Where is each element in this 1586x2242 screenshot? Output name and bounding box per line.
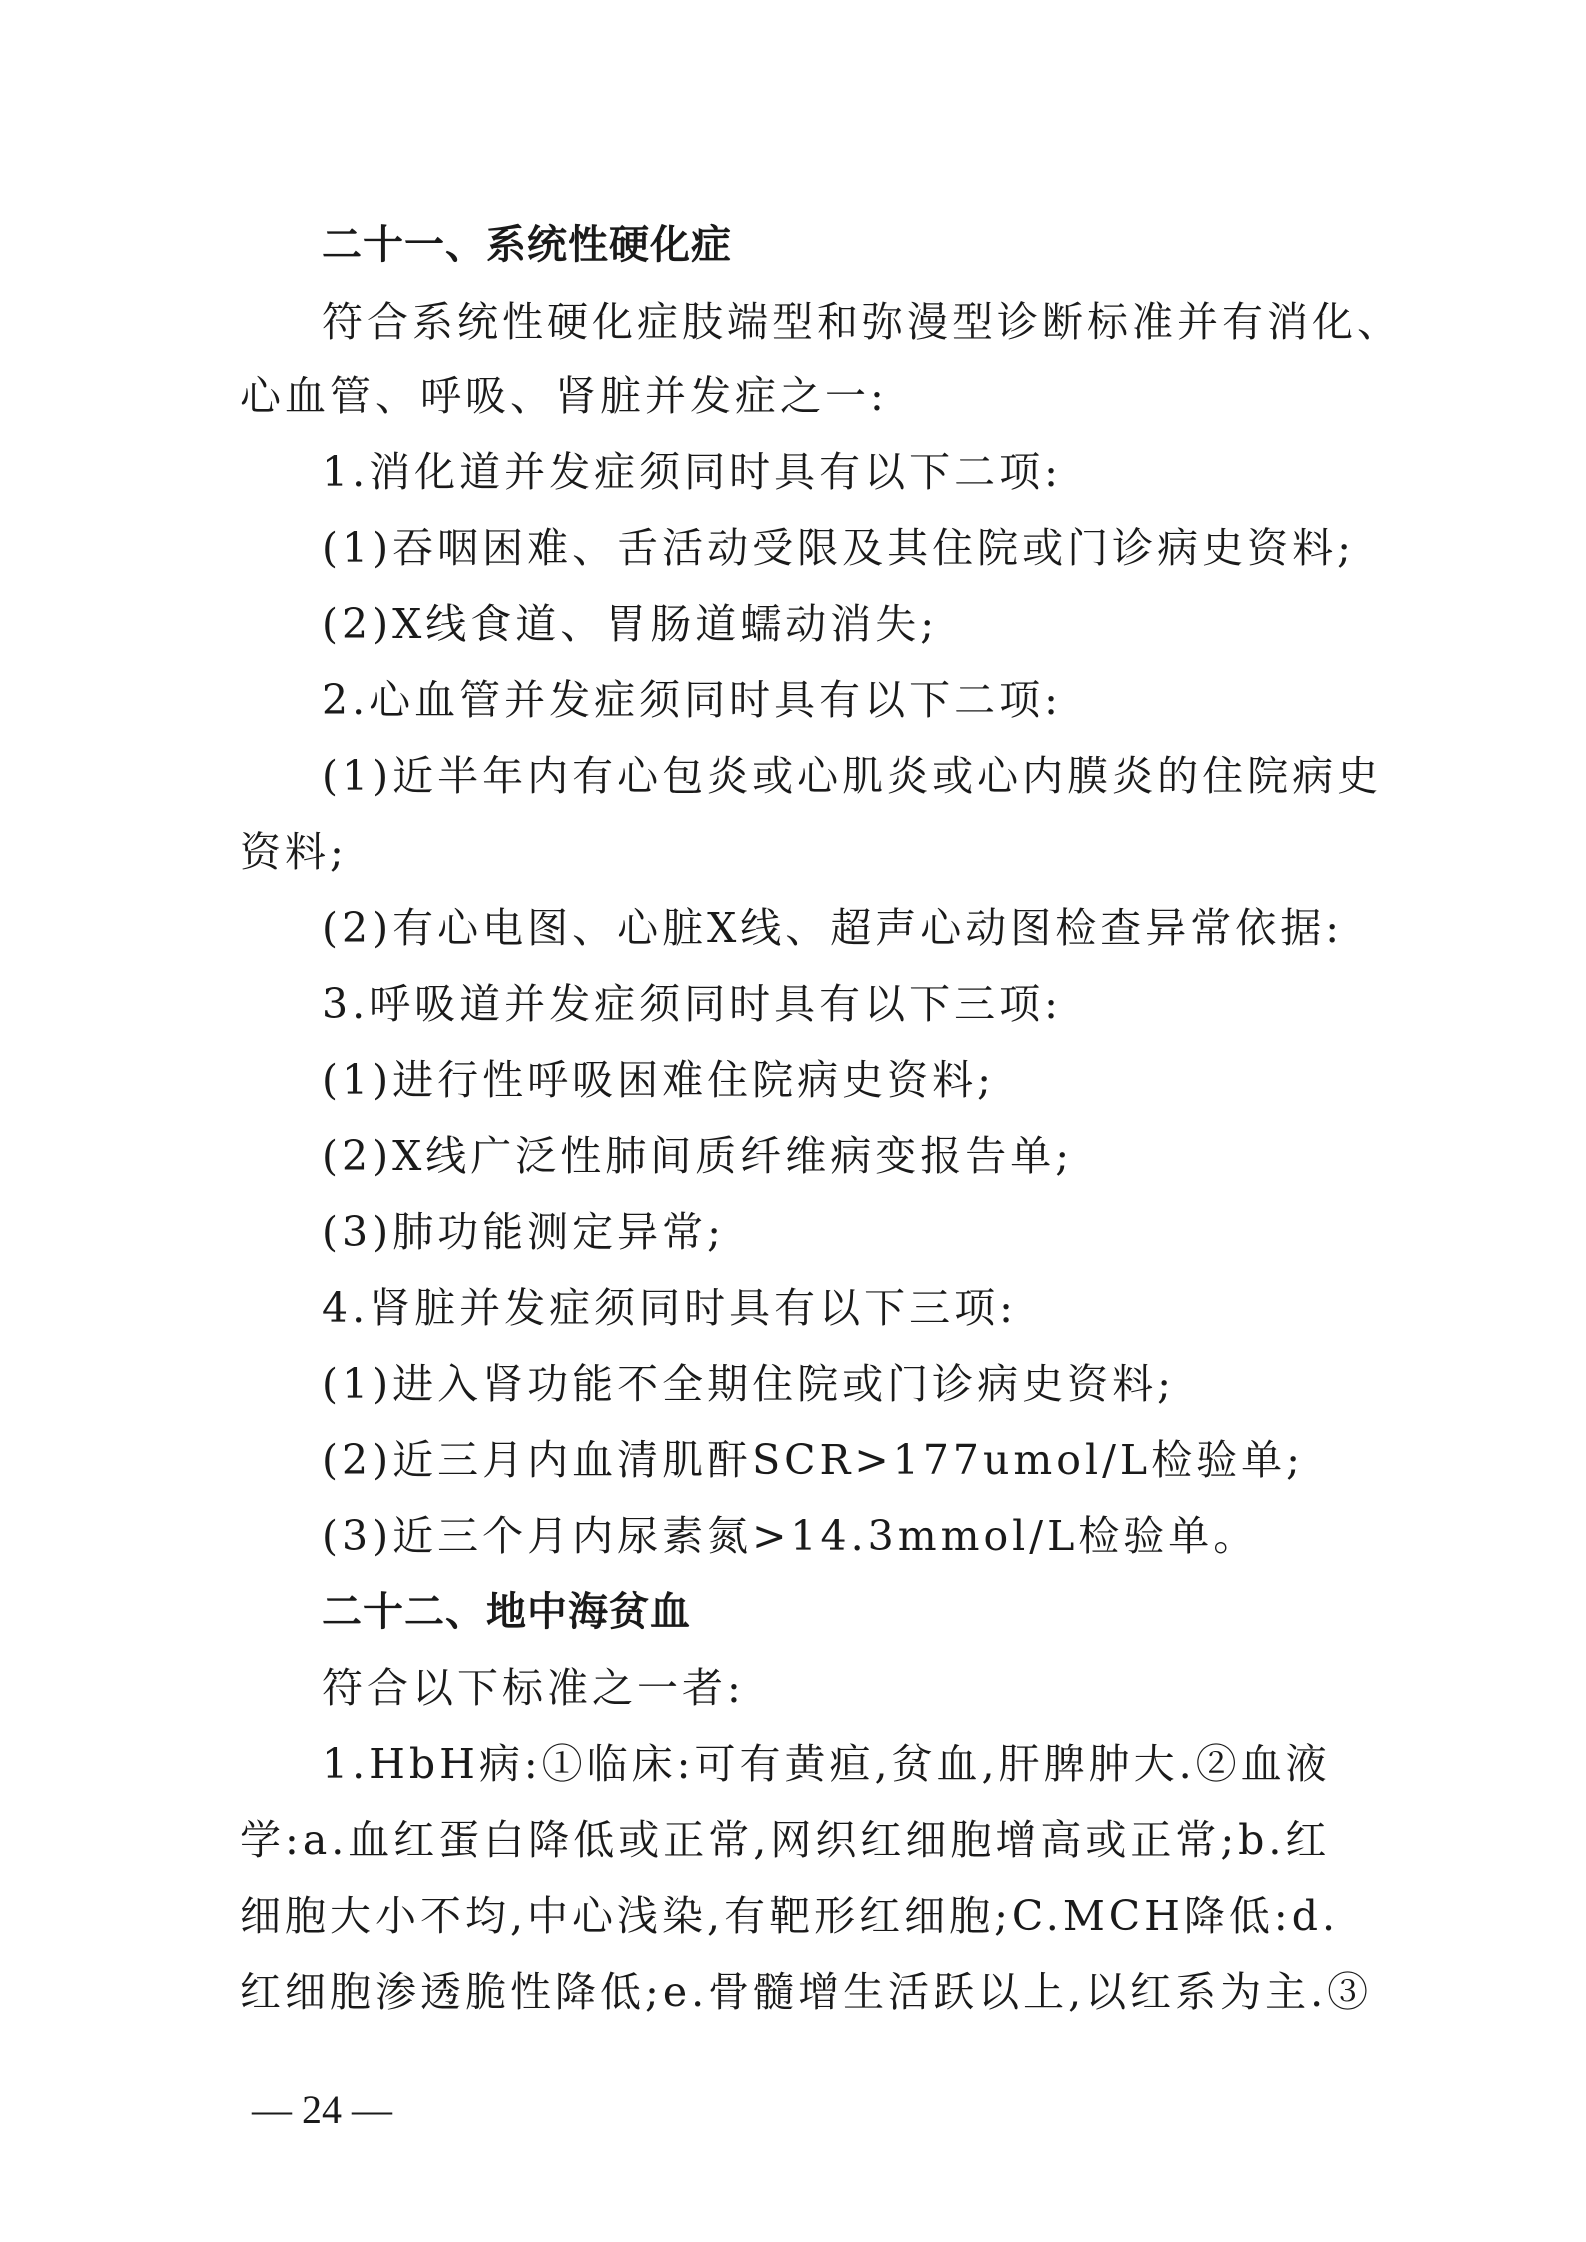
section-22-item-1-line-4: 红细胞渗透脆性降低;e.骨髓增生活跃以上,以红系为主.③	[240, 1968, 1373, 2016]
section-22-item-1-line-3: 细胞大小不均,中心浅染,有靶形红细胞;C.MCH降低:d.	[240, 1892, 1340, 1940]
item-4-sub-3: (3)近三个月内尿素氮>14.3mmol/L检验单。	[322, 1512, 1259, 1560]
item-1-sub-2: (2)X线食道、胃肠道蠕动消失;	[322, 600, 939, 648]
page-number: — 24 —	[252, 2087, 392, 2132]
item-4-sub-1: (1)进入肾功能不全期住院或门诊病史资料;	[322, 1360, 1175, 1408]
section-22-item-1-line-2: 学:a.血红蛋白降低或正常,网织红细胞增高或正常;b.红	[240, 1816, 1331, 1864]
item-1-title: 1.消化道并发症须同时具有以下二项:	[322, 448, 1062, 496]
section-21-intro-line-1: 符合系统性硬化症肢端型和弥漫型诊断标准并有消化、	[322, 298, 1402, 346]
item-4-sub-2: (2)近三月内血清肌酐SCR>177umol/L检验单;	[322, 1436, 1304, 1484]
item-1-sub-1: (1)吞咽困难、舌活动受限及其住院或门诊病史资料;	[322, 524, 1355, 572]
section-22-heading: 二十二、地中海贫血	[322, 1589, 691, 1635]
section-21-heading: 二十一、系统性硬化症	[322, 222, 732, 268]
item-2-sub-1-line-1: (1)近半年内有心包炎或心肌炎或心内膜炎的住院病史	[322, 752, 1383, 800]
item-2-sub-2: (2)有心电图、心脏X线、超声心动图检查异常依据:	[322, 904, 1344, 952]
section-21-intro-line-2: 心血管、呼吸、肾脏并发症之一:	[240, 372, 888, 420]
item-2-title: 2.心血管并发症须同时具有以下二项:	[322, 676, 1062, 724]
item-3-title: 3.呼吸道并发症须同时具有以下三项:	[322, 980, 1062, 1028]
item-3-sub-2: (2)X线广泛性肺间质纤维病变报告单;	[322, 1132, 1074, 1180]
item-3-sub-3: (3)肺功能测定异常;	[322, 1208, 725, 1256]
item-4-title: 4.肾脏并发症须同时具有以下三项:	[322, 1284, 1017, 1332]
section-22-intro: 符合以下标准之一者:	[322, 1664, 745, 1712]
section-22-item-1-line-1: 1.HbH病:①临床:可有黄疸,贫血,肝脾肿大.②血液	[322, 1740, 1331, 1788]
item-3-sub-1: (1)进行性呼吸困难住院病史资料;	[322, 1056, 995, 1104]
item-2-sub-1-line-2: 资料;	[240, 828, 348, 876]
